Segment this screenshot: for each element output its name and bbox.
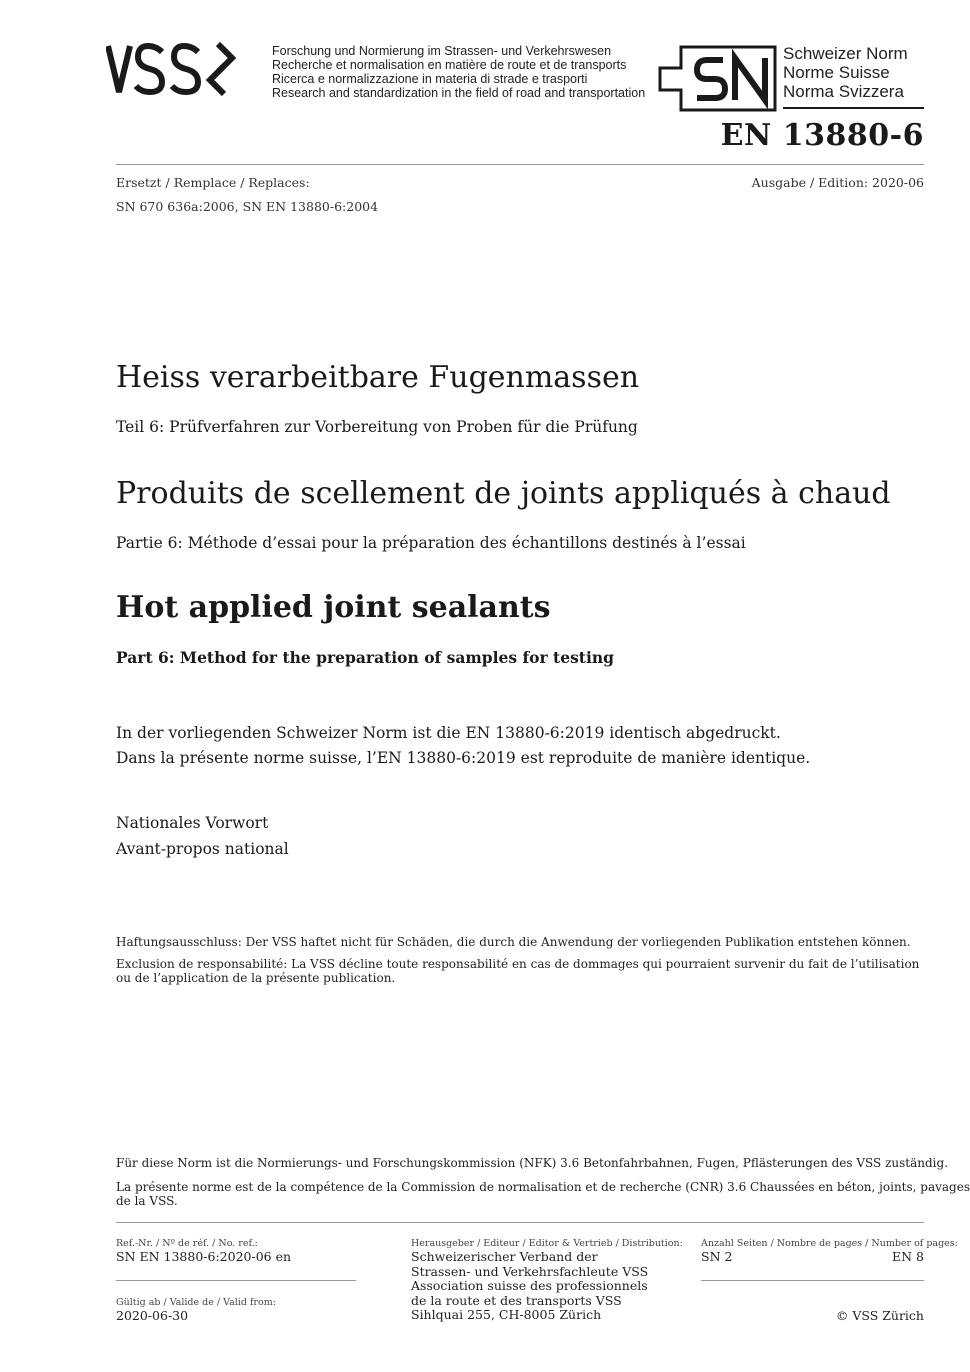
subtitle-en: Part 6: Method for the preparation of samples for testing [116, 648, 614, 667]
sn-logo [657, 44, 779, 118]
publisher-line: Schweizerischer Verband der [411, 1249, 598, 1264]
publisher-address [411, 1250, 648, 1323]
ref-value: SN EN 13880-6:2020-06 en [116, 1249, 292, 1264]
disclaimer-de: Haftungsausschluss: Der VSS haftet nicht für Schäden, die durch die Anwendung der vorliegenden Publikation entstehen können. [116, 935, 911, 949]
edition: Ausgabe / Edition: 2020-06 [751, 175, 924, 190]
vss-description [272, 44, 645, 100]
vss-line-it: Ricerca e normalizzazione in materia di strade e trasporti [272, 72, 588, 86]
sn-description [783, 44, 908, 101]
identical-statement-fr: Dans la présente norme suisse, l’EN 13880-6:2019 est reproduite de manière identique. [116, 749, 811, 767]
publisher-line: Strassen- und Verkehrsfachleute VSS [411, 1263, 649, 1279]
footer-divider [116, 1222, 924, 1223]
sn-line-it: Norma Svizzera [783, 82, 904, 101]
pages-en: EN 8 [892, 1249, 924, 1264]
pages-label: Anzahl Seiten / Nombre de pages / Number of pages: [701, 1238, 958, 1249]
title-fr: Produits de scellement de joints appliqués à chaud [116, 476, 891, 511]
pages-rule [701, 1280, 924, 1281]
committee-fr [116, 1180, 970, 1208]
identical-statement-de: In der vorliegenden Schweizer Norm ist die EN 13880-6:2019 identisch abgedruckt. [116, 724, 781, 742]
title-en: Hot applied joint sealants [116, 590, 551, 625]
national-foreword-fr: Avant-propos national [116, 840, 289, 858]
header-divider [116, 164, 924, 165]
pages-sn: SN 2 [701, 1249, 733, 1264]
sn-line-fr: Norme Suisse [783, 63, 890, 82]
standard-number: EN 13880-6 [720, 118, 924, 153]
publisher-label: Herausgeber / Editeur / Editor & Vertrieb / Distribution: [411, 1238, 683, 1249]
subtitle-de: Teil 6: Prüfverfahren zur Vorbereitung von Proben für die Prüfung [116, 418, 638, 436]
publisher-line: Association suisse des professionnels [411, 1278, 648, 1293]
committee-fr-line1: La présente norme est de la compétence de la Commission de normalisation et de recherche (CNR) 3.6 Chaussées en béton, joints, pavages [116, 1180, 970, 1194]
vss-line-de: Forschung und Normierung im Strassen- und Verkehrswesen [272, 44, 612, 58]
subtitle-fr: Partie 6: Méthode d’essai pour la préparation des échantillons destinés à l’essai [116, 534, 746, 552]
publisher-line: de la route et des transports VSS [411, 1292, 622, 1308]
title-de: Heiss verarbeitbare Fugenmassen [116, 360, 640, 395]
vss-line-en: Research and standardization in the field of road and transportation [272, 86, 646, 100]
valid-label: Gültig ab / Valide de / Valid from: [116, 1297, 276, 1308]
replaces-value: SN 670 636a:2006, SN EN 13880-6:2004 [116, 199, 379, 214]
valid-value: 2020-06-30 [116, 1308, 189, 1323]
disclaimer-fr-line1: Exclusion de responsabilité: La VSS décline toute responsabilité en cas de dommages qui pourraient survenir du fait de l’utilisation [116, 957, 920, 971]
sn-underline [783, 107, 924, 109]
ref-label: Ref.-Nr. / Nº de réf. / No. ref.: [116, 1238, 258, 1249]
national-foreword-de: Nationales Vorwort [116, 814, 269, 832]
disclaimer-fr-line2: ou de l’application de la présente publication. [116, 971, 396, 985]
committee-de: Für diese Norm ist die Normierungs- und Forschungskommission (NFK) 3.6 Betonfahrbahnen, Fugen, Pflästerungen des VSS zuständig. [116, 1156, 949, 1170]
ref-rule [116, 1280, 356, 1281]
copyright: © VSS Zürich [835, 1308, 924, 1323]
sn-line-de: Schweizer Norm [783, 44, 908, 63]
committee-fr-line2: de la VSS. [116, 1194, 178, 1208]
replaces-label: Ersetzt / Remplace / Replaces: [116, 175, 310, 190]
publisher-line: Sihlquai 255, CH-8005 Zürich [411, 1307, 602, 1322]
vss-line-fr: Recherche et normalisation en matière de route et de transports [272, 58, 627, 72]
disclaimer-fr [116, 957, 919, 985]
vss-logo [106, 40, 236, 104]
